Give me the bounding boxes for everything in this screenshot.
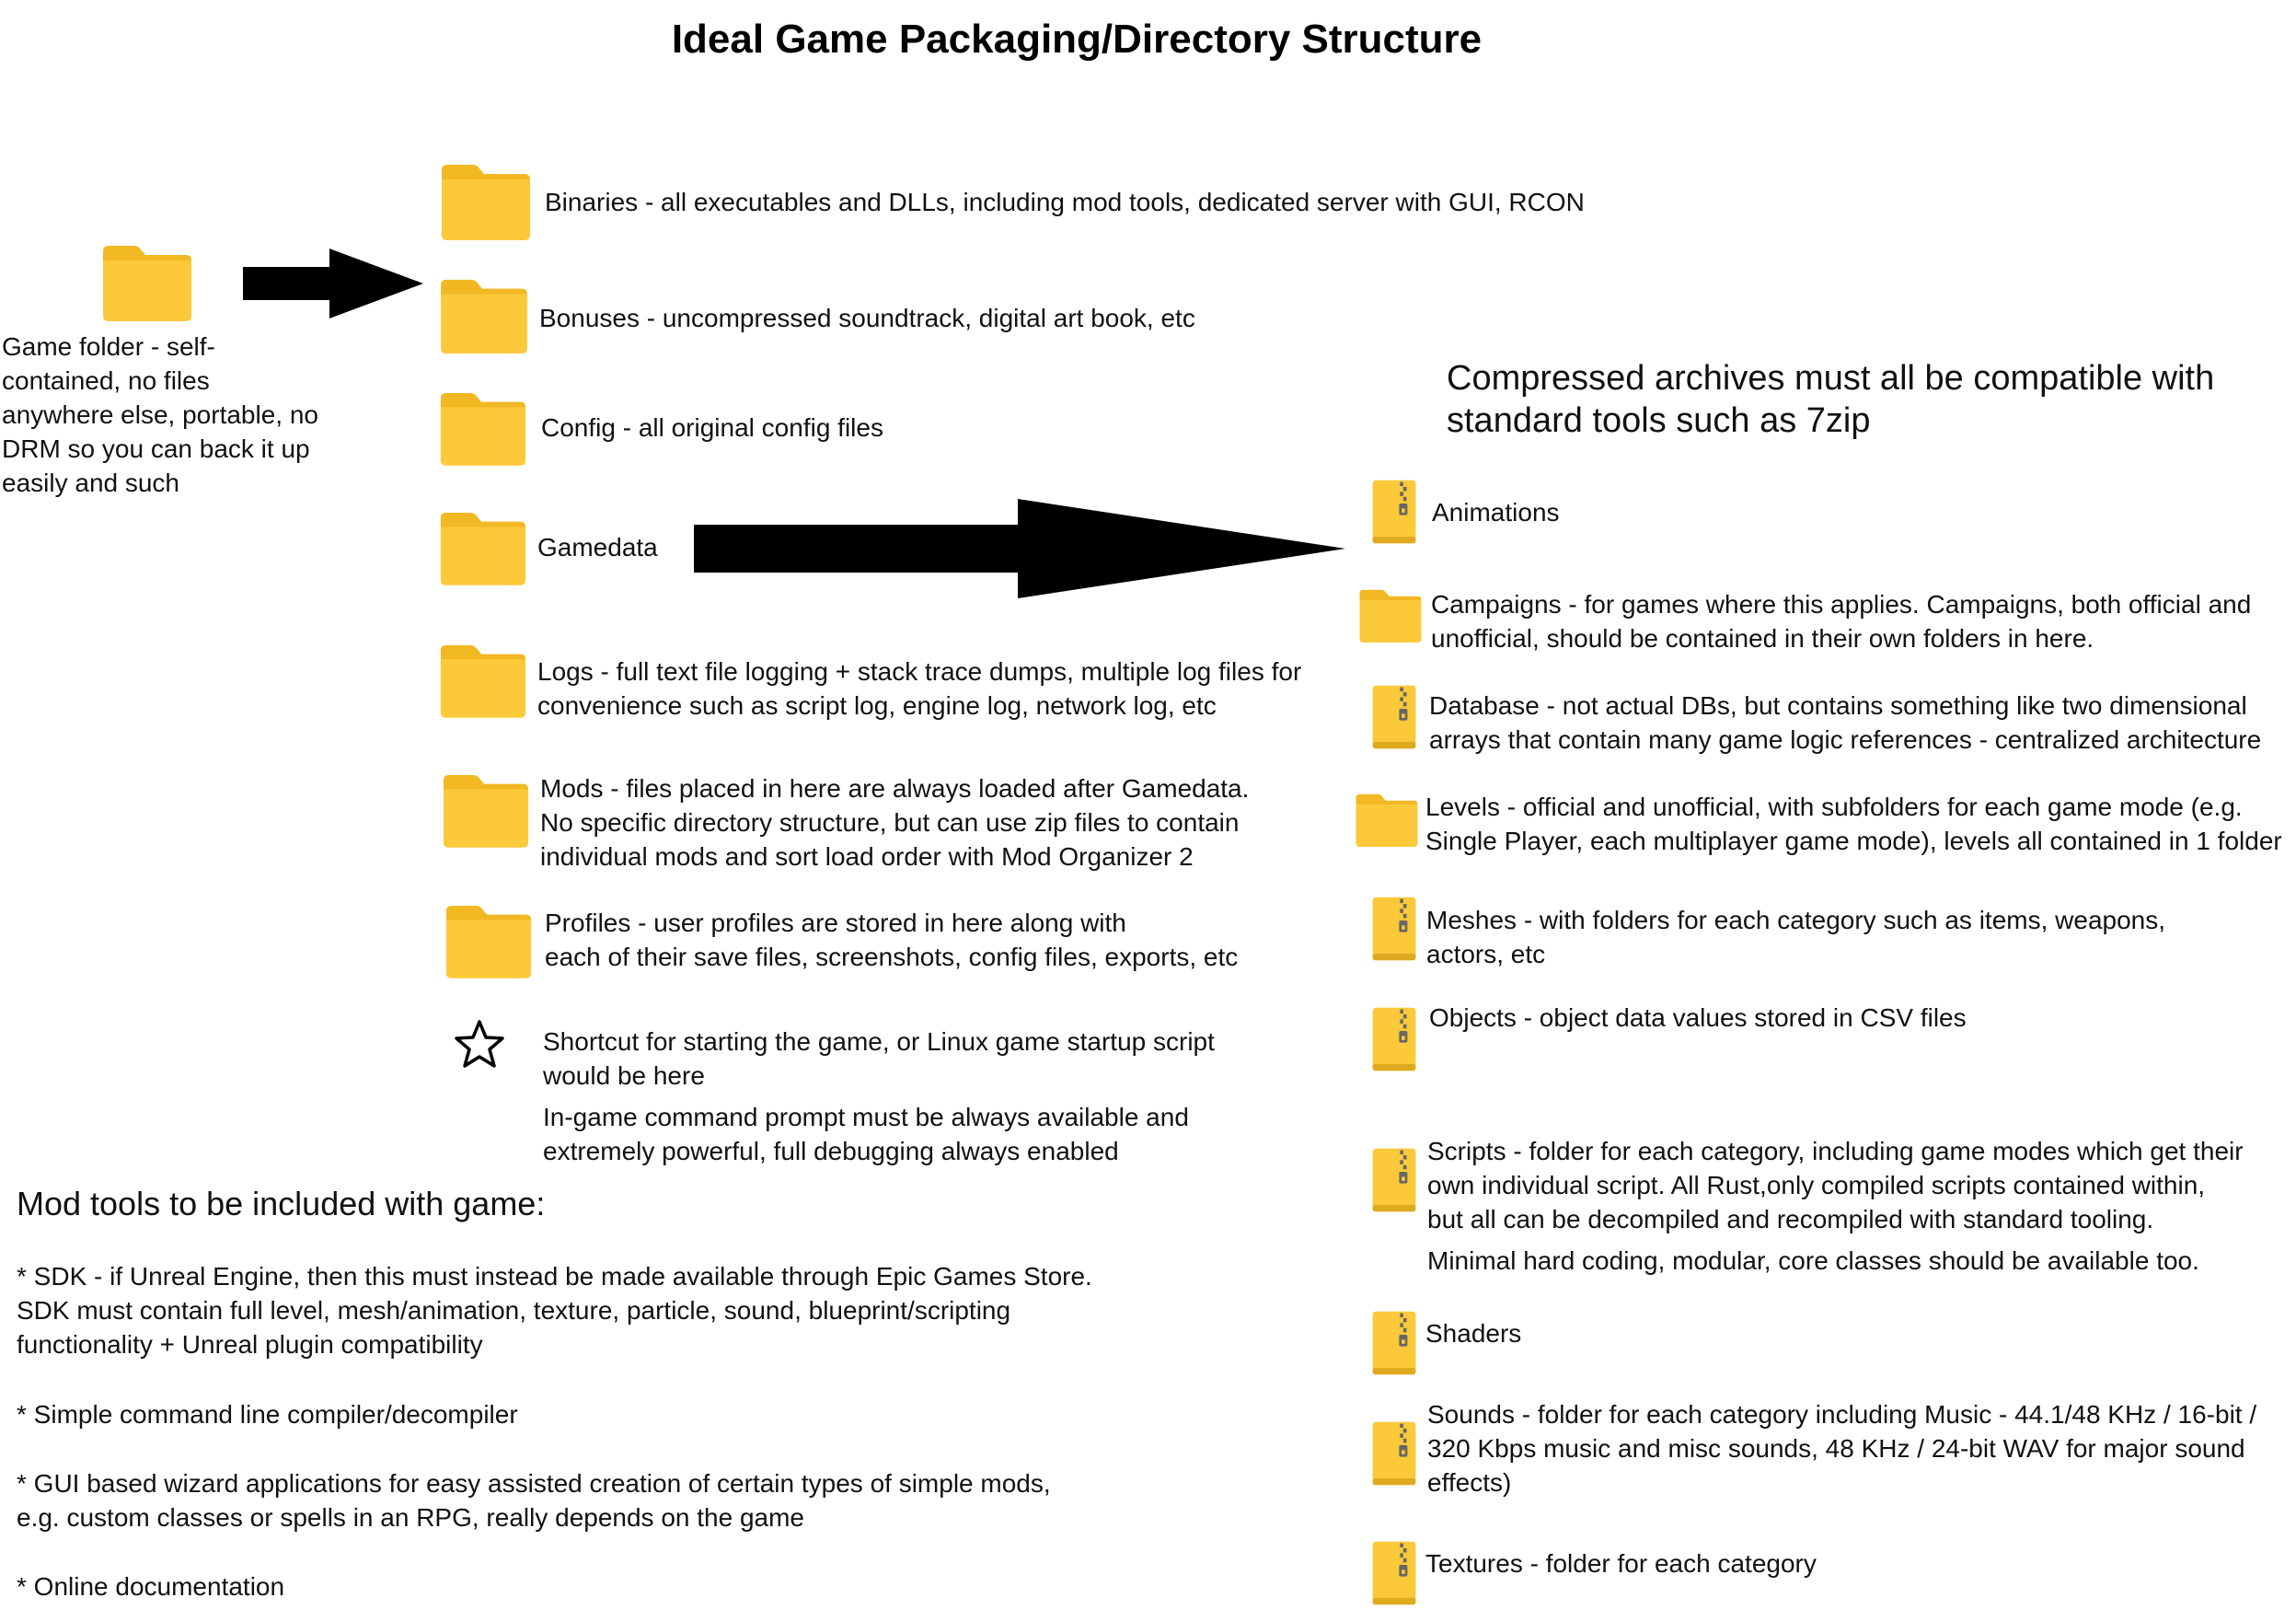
animations-label: Animations xyxy=(1432,498,1560,527)
levels-label: Levels - official and unofficial, with subfolders for each game mode (e.g. Single Player, each multiplayer game mode), levels all contained in 1 folder xyxy=(1425,793,2282,855)
page-title: Ideal Game Packaging/Directory Structure xyxy=(671,17,1483,62)
shortcut-star-icon xyxy=(454,1019,505,1069)
textures-archive-icon xyxy=(1368,1540,1420,1606)
mod-tools-item: * SDK - if Unreal Engine, then this must instead be made available through Epic Games Store. SDK must contain full level, mesh/animation, texture, particle, sound, blueprint/scripting functionality + Unreal plugin compatibility xyxy=(17,1262,1092,1359)
mod-tools-item: * Simple command line compiler/decompiler xyxy=(17,1400,518,1429)
mod-tools-item: * GUI based wizard applications for easy assisted creation of certain types of simple mods, e.g. custom classes or spells in an RPG, really depends on the game xyxy=(17,1469,1051,1532)
sounds-label: Sounds - folder for each category including Music - 44.1/48 KHz / 16-bit / 320 Kbps music and misc sounds, 48 KHz / 24-bit WAV for major sound effects) xyxy=(1427,1400,2257,1497)
levels-folder-icon xyxy=(1355,792,1419,847)
meshes-label: Meshes - with folders for each category such as items, weapons, actors, etc xyxy=(1426,906,2166,968)
root-folder-icon xyxy=(101,242,193,321)
logs-folder-icon xyxy=(439,642,527,718)
console-note: In-game command prompt must be always available and extremely powerful, full debugging always enabled xyxy=(543,1103,1189,1165)
bonuses-folder-label: Bonuses - uncompressed soundtrack, digital art book, etc xyxy=(539,304,1195,332)
sounds-archive-icon xyxy=(1368,1420,1420,1487)
binaries-folder-icon xyxy=(440,161,532,240)
campaigns-label: Campaigns - for games where this applies. Campaigns, both official and unofficial, should be contained in their own folders in here. xyxy=(1431,590,2252,653)
scripts-archive-icon xyxy=(1368,1147,1420,1213)
profiles-folder-icon xyxy=(444,902,533,978)
config-folder-label: Config - all original config files xyxy=(541,413,883,442)
campaigns-folder-icon xyxy=(1358,587,1423,643)
mods-folder-icon xyxy=(442,771,530,848)
database-label: Database - not actual DBs, but contains something like two dimensional arrays that contain many game logic references - centralized architecture xyxy=(1429,691,2262,754)
shaders-label: Shaders xyxy=(1425,1319,1522,1348)
mods-folder-label: Mods - files placed in here are always loaded after Gamedata. No specific directory structure, but can use zip files to contain individual mods and sort load order with Mod Organizer 2 xyxy=(540,774,1250,871)
shortcut-label: Shortcut for starting the game, or Linux game startup script would be here xyxy=(543,1027,1215,1090)
profiles-folder-label: Profiles - user profiles are stored in here along with each of their save files, screenshots, config files, exports, etc xyxy=(545,909,1239,971)
animations-archive-icon xyxy=(1368,479,1420,545)
config-folder-icon xyxy=(439,389,527,466)
scripts-label: Scripts - folder for each category, including game modes which get their own individual script. All Rust,only compiled scripts contained within, but all can be decompiled and recompiled with standard tooling. xyxy=(1427,1137,2244,1233)
gamedata-arrow-icon xyxy=(692,497,1347,600)
root-folder-label: Game folder - self- contained, no files anywhere else, portable, no DRM so you can back it up easily and such xyxy=(2,332,318,497)
shaders-archive-icon xyxy=(1368,1310,1420,1376)
meshes-archive-icon xyxy=(1368,896,1420,962)
bonuses-folder-icon xyxy=(439,276,529,353)
mod-tools-item: * Online documentation xyxy=(17,1572,285,1601)
scripts-note: Minimal hard coding, modular, core classes should be available too. xyxy=(1427,1246,2199,1275)
archives-heading: Compressed archives must all be compatible with standard tools such as 7zip xyxy=(1447,359,2215,440)
mod-tools-heading: Mod tools to be included with game: xyxy=(17,1185,546,1222)
root-arrow-icon xyxy=(241,247,425,320)
textures-label: Textures - folder for each category xyxy=(1425,1549,1817,1578)
database-archive-icon xyxy=(1368,684,1420,750)
binaries-folder-label: Binaries - all executables and DLLs, including mod tools, dedicated server with GUI, RCON xyxy=(545,188,1585,216)
logs-folder-label: Logs - full text file logging + stack trace dumps, multiple log files for convenience such as script log, engine log, network log, etc xyxy=(537,657,1302,720)
objects-archive-icon xyxy=(1368,1006,1420,1072)
objects-label: Objects - object data values stored in CSV files xyxy=(1429,1003,1967,1032)
gamedata-folder-label: Gamedata xyxy=(537,533,658,562)
gamedata-folder-icon xyxy=(439,509,527,585)
